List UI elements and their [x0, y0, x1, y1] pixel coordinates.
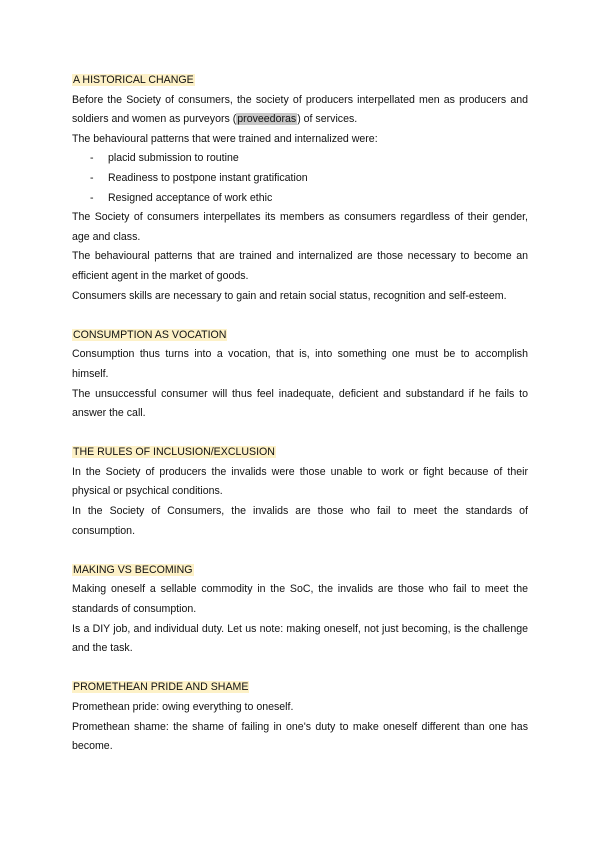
list-item: - Resigned acceptance of work ethic: [72, 189, 528, 209]
section-heading: THE RULES OF INCLUSION/EXCLUSION: [73, 446, 275, 459]
paragraph: The unsuccessful consumer will thus feel inadequate, deficient and substandard if he fails to answer the call.: [72, 387, 528, 420]
paragraph: Before the Society of consumers, the society of producers interpellated men as producers and soldiers and women as purveyors (proveedoras) of services.: [72, 93, 528, 126]
paragraph: Making oneself a sellable commodity in the SoC, the invalids are those who fail to meet the standards of consumption.: [72, 583, 528, 616]
section-heading: A HISTORICAL CHANGE: [73, 74, 194, 86]
paragraph: Promethean pride: owing everything to oneself.: [72, 701, 294, 713]
list-item: - Readiness to postpone instant gratification: [72, 169, 528, 189]
section-historical-change: [72, 71, 528, 306]
list-item: - placid submission to routine: [72, 149, 528, 169]
paragraph: Consumption thus turns into a vocation, that is, into something one must be to accomplish himself.: [72, 348, 528, 380]
paragraph: The behavioural patterns that are trained and internalized are those necessary to become an efficient agent in the market of goods.: [72, 250, 528, 282]
paragraph: In the Society of Consumers, the invalids are those who fail to meet the standards of consumption.: [72, 505, 528, 537]
section-making-vs-becoming: [72, 561, 528, 659]
section-heading: PROMETHEAN PRIDE AND SHAME: [73, 681, 249, 694]
section-heading: MAKING VS BECOMING: [73, 563, 193, 576]
section-heading: CONSUMPTION AS VOCATION: [73, 328, 227, 341]
paragraph: The Society of consumers interpellates its members as consumers regardless of their gender, age and class.: [72, 211, 528, 243]
section-consumption-as-vocation: [72, 326, 528, 424]
section-rules-of-inclusion-exclusion: [72, 443, 528, 541]
highlighted-term: proveedoras: [237, 113, 297, 126]
paragraph: Is a DIY job, and individual duty. Let us note: making oneself, not just becoming, is the challenge and the task.: [72, 622, 528, 655]
paragraph: Promethean shame: the shame of failing in one's duty to make oneself different than one has become.: [72, 720, 528, 753]
paragraph: Consumers skills are necessary to gain and retain social status, recognition and self-esteem.: [72, 289, 507, 302]
dash-list: [72, 149, 528, 208]
section-promethean-pride-and-shame: [72, 678, 528, 756]
paragraph: In the Society of producers the invalids were those unable to work or fight because of their physical or psychical conditions.: [72, 465, 528, 498]
paragraph: The behavioural patterns that were trained and internalized were:: [72, 132, 378, 145]
